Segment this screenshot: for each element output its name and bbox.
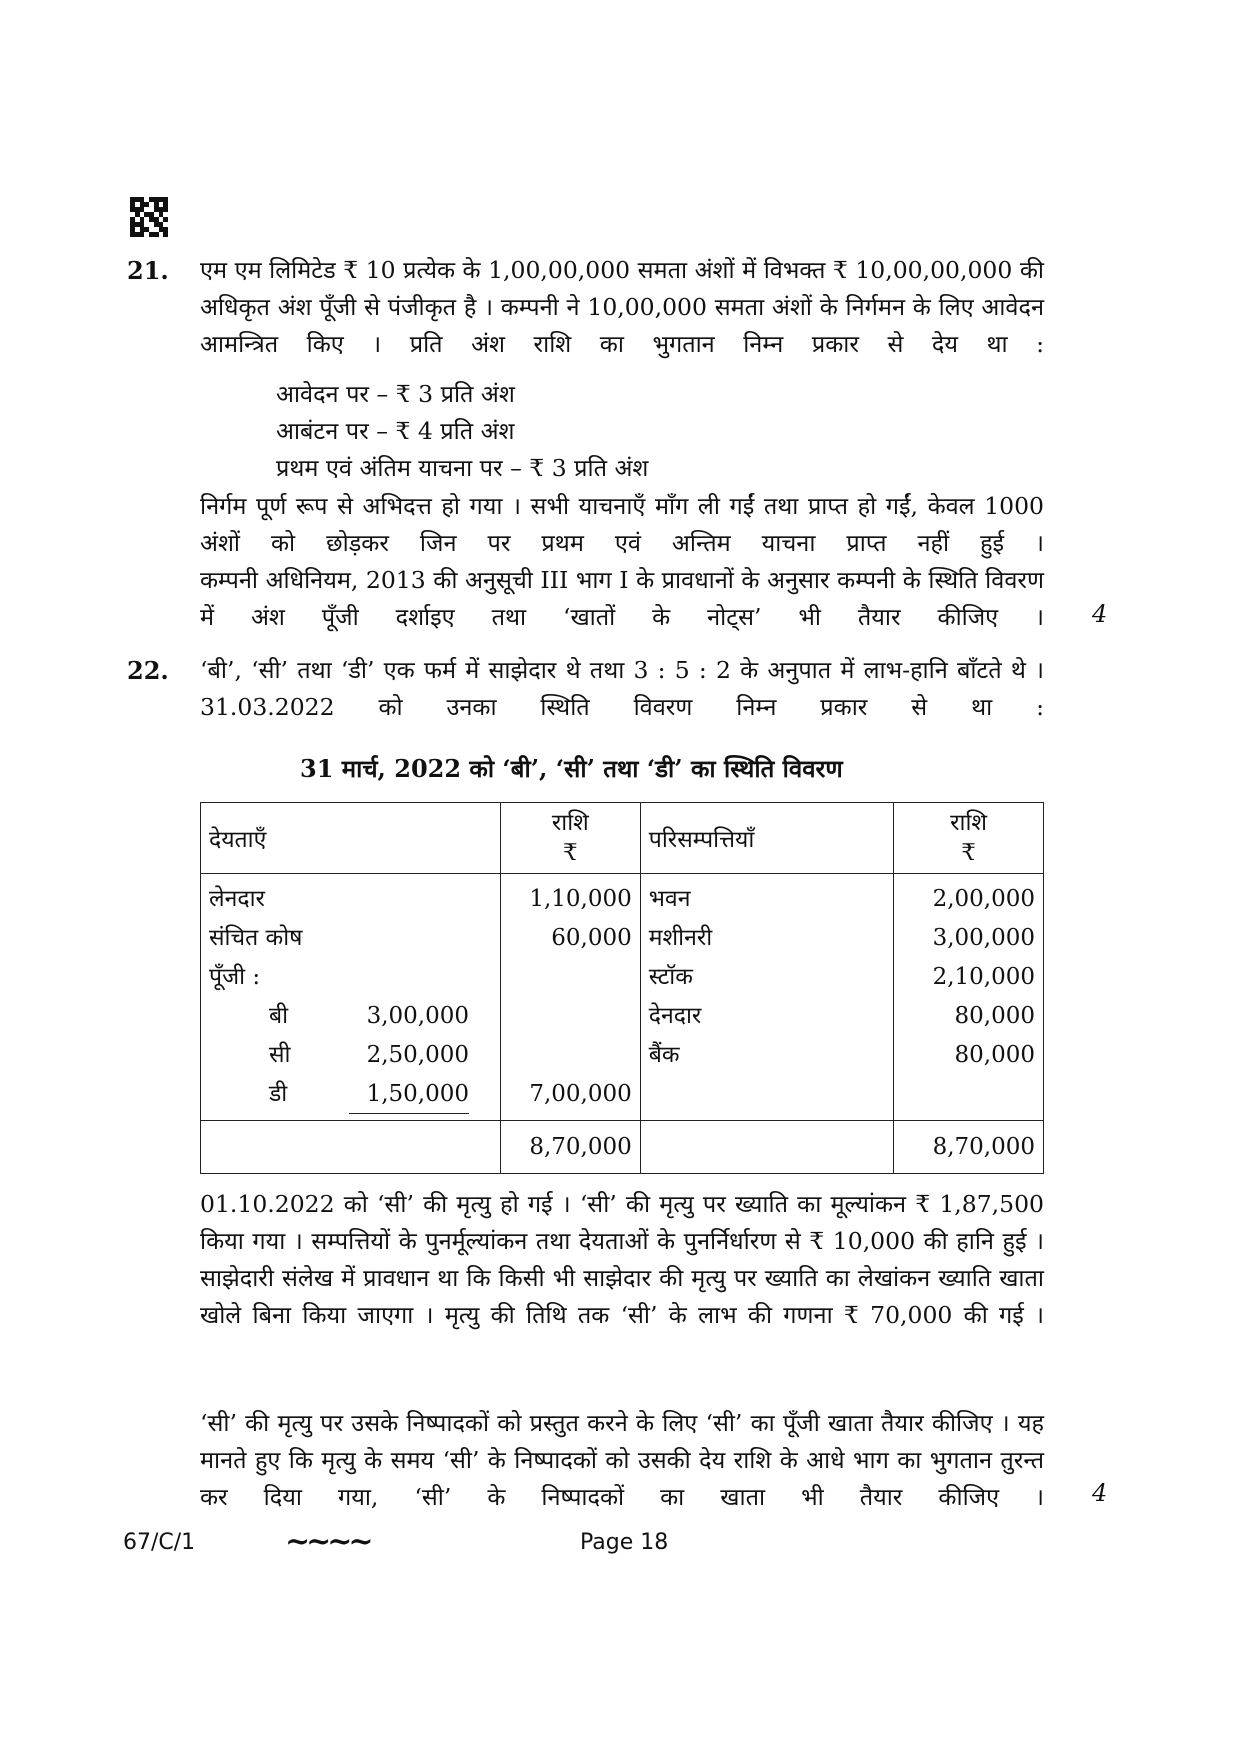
liability-label: पूँजी : [209,964,261,990]
asset-amount: 2,00,000 [932,886,1035,912]
liability-label: लेनदार [209,886,265,912]
liability-label: संचित कोष [209,925,303,951]
q21-item-1: आवेदन पर – ₹ 3 प्रति अंश [276,380,515,408]
liability-amount [509,1036,632,1075]
total-blank-assets [640,1121,893,1174]
q21-number: 21. [127,256,169,285]
asset-amount: 80,000 [954,1003,1035,1029]
asset-label: देनदार [648,1003,702,1029]
liability-amounts-column [500,874,640,1121]
asset-amount-header [894,803,1044,874]
q22-paragraph-1: ‘बी’, ‘सी’ तथा ‘डी’ एक फर्म में साझेदार थे तथा 3 : 5 : 2 के अनुपात में लाभ-हानि बाँटते थे । 31.03.2022 को उनका स्थिति विवरण निम्न प्रकार से था : [200,656,1044,721]
partner-name: डी [269,1081,288,1107]
asset-label: भवन [648,886,691,912]
qr-code [130,197,168,237]
q21-marks: 4 [1092,600,1108,628]
amount-label: राशि [950,810,988,836]
total-assets: 8,70,000 [894,1121,1044,1174]
liabilities-column [201,874,501,1121]
balance-sheet-table [200,802,1044,1174]
table-header-row [201,803,1044,874]
liability-amount: 60,000 [551,925,632,951]
partner-capital: 2,50,000 [366,1042,469,1068]
capital-row [209,997,492,1036]
q21-paragraph-2: निर्गम पूर्ण रूप से अभिदत्त हो गया । सभी याचनाएँ माँग ली गईं तथा प्राप्त हो गईं, केवल 1000 अंशों को छोड़कर जिन पर प्रथम एवं अन्तिम याचना प्राप्त नहीं हुई । [200,492,1044,557]
liability-amount: 1,10,000 [529,886,632,912]
footer-ornament: ~~~~ [285,1524,370,1559]
asset-label: स्टॉक [648,964,693,990]
q21-paragraph-3: कम्पनी अधिनियम, 2013 की अनुसूची III भाग I के प्रावधानों के अनुसार कम्पनी के स्थिति विवरण में अंश पूँजी दर्शाइए तथा ‘खातों के नोट्स’ भी तैयार कीजिए । [200,566,1044,631]
table-body-row [201,874,1044,1121]
q22-marks: 4 [1092,1479,1108,1507]
asset-label: मशीनरी [648,925,713,951]
q21-item-3: प्रथम एवं अंतिम याचना पर – ₹ 3 प्रति अंश [276,454,649,482]
partner-name: सी [269,1042,291,1068]
balance-sheet-title: 31 मार्च, 2022 को ‘बी’, ‘सी’ तथा ‘डी’ का स्थिति विवरण [300,754,843,783]
asset-amount: 3,00,000 [932,925,1035,951]
q21-item-2: आबंटन पर – ₹ 4 प्रति अंश [276,417,515,445]
currency-symbol: ₹ [961,840,976,866]
liability-amount [509,958,632,997]
liability-amount [509,997,632,1036]
assets-header: परिसम्पत्तियाँ [640,803,893,874]
paper-code: 67/C/1 [123,1530,196,1555]
q22-paragraph-2: 01.10.2022 को ‘सी’ की मृत्यु हो गई । ‘सी’ की मृत्यु पर ख्याति का मूल्यांकन ₹ 1,87,500 किया गया । सम्पत्तियों के पुनर्मूल्यांकन तथा देयताओं के पुनर्निर्धारण से ₹ 10,000 की हानि हुई । साझेदारी संलेख में प्रावधान था कि किसी भी साझेदार की मृत्यु पर ख्याति का लेखांकन ख्याति खाता खोले बिना किया जाएगा । मृत्यु की तिथि तक ‘सी’ के लाभ की गणना ₹ 70,000 की गई । [200,1190,1044,1329]
assets-column [640,874,893,1121]
partner-name: बी [269,1003,289,1029]
q21-paragraph-1: एम एम लिमिटेड ₹ 10 प्रत्येक के 1,00,00,000 समता अंशों में विभक्त ₹ 10,00,00,000 की अधिकृत अंश पूँजी से पंजीकृत है । कम्पनी ने 10,00,000 समता अंशों के निर्गमन के लिए आवेदन आमन्त्रित किए । प्रति अंश राशि का भुगतान निम्न प्रकार से देय था : [200,256,1044,358]
total-blank-liab [201,1121,501,1174]
asset-amount: 2,10,000 [932,964,1035,990]
capital-total: 7,00,000 [529,1081,632,1107]
partner-capital: 3,00,000 [366,1003,469,1029]
total-liabilities: 8,70,000 [500,1121,640,1174]
capital-row [209,1036,492,1075]
page-number: Page 18 [580,1530,669,1555]
asset-label: बैंक [648,1042,680,1068]
partner-capital: 1,50,000 [349,1075,469,1114]
liab-amount-header [500,803,640,874]
table-total-row [201,1121,1044,1174]
asset-amount: 80,000 [954,1042,1035,1068]
q22-number: 22. [127,656,169,685]
asset-amounts-column [894,874,1044,1121]
q22-paragraph-3: ‘सी’ की मृत्यु पर उसके निष्पादकों को प्रस्तुत करने के लिए ‘सी’ का पूँजी खाता तैयार कीजिए । यह मानते हुए कि मृत्यु के समय ‘सी’ के निष्पादकों को उसकी देय राशि के आधे भाग का भुगतान तुरन्त कर दिया गया, ‘सी’ के निष्पादकों का खाता भी तैयार कीजिए । [200,1409,1044,1511]
liabilities-header: देयताएँ [201,803,501,874]
amount-label: राशि [551,810,589,836]
currency-symbol: ₹ [563,840,578,866]
capital-row [209,1075,492,1114]
